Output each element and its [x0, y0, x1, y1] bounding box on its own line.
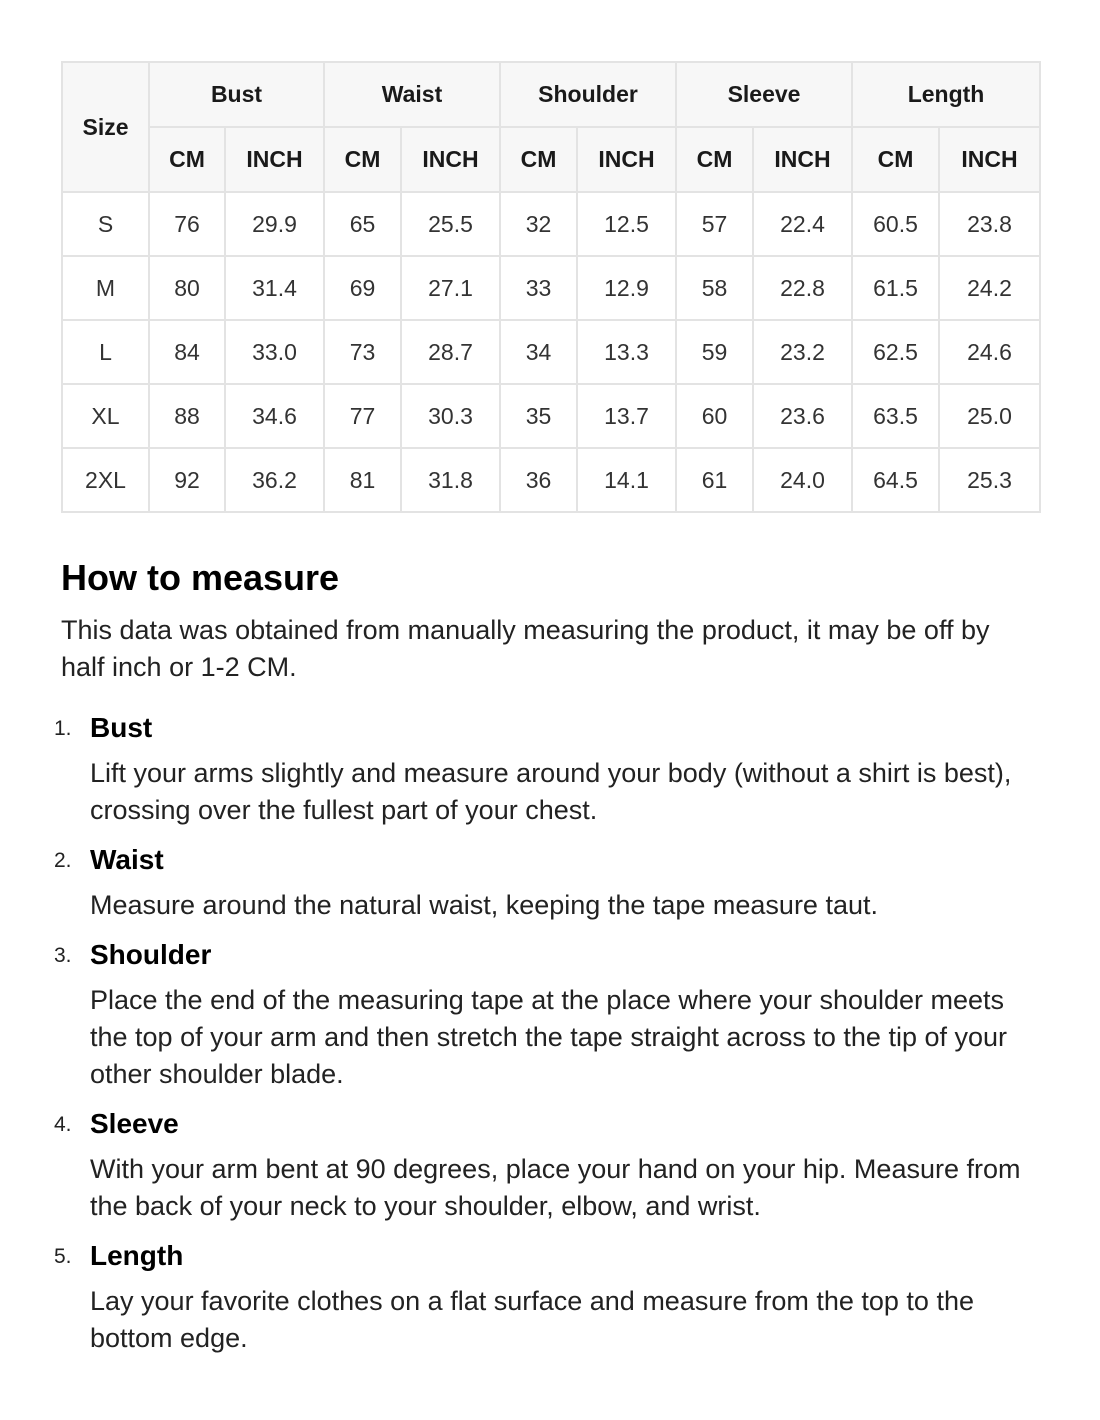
value-cell: 30.3: [401, 384, 500, 448]
table-header: [62, 62, 1040, 192]
value-cell: 36: [500, 448, 577, 512]
value-cell: 60: [676, 384, 753, 448]
step-title: Sleeve: [90, 1108, 179, 1139]
value-cell: 57: [676, 192, 753, 256]
value-cell: 23.2: [753, 320, 852, 384]
value-cell: 84: [149, 320, 225, 384]
unit-cm: CM: [852, 127, 939, 192]
step-title: Waist: [90, 844, 164, 875]
value-cell: 27.1: [401, 256, 500, 320]
size-cell: L: [62, 320, 149, 384]
step-text: Place the end of the measuring tape at the place where your shoulder meets the top of your arm and then stretch the tape straight across to the tip of your other shoulder blade.: [90, 985, 1008, 1089]
value-cell: 12.9: [577, 256, 676, 320]
value-cell: 34: [500, 320, 577, 384]
unit-cm: CM: [676, 127, 753, 192]
header-size: Size: [62, 62, 149, 192]
value-cell: 76: [149, 192, 225, 256]
size-cell: 2XL: [62, 448, 149, 512]
step-text: Lift your arms slightly and measure around your body (without a shirt is best), crossing over the fullest part of your chest.: [90, 758, 1012, 825]
list-item: [54, 841, 1039, 924]
header-shoulder: Shoulder: [500, 62, 676, 127]
size-chart-table: [61, 61, 1041, 513]
value-cell: 81: [324, 448, 401, 512]
header-length: Length: [852, 62, 1040, 127]
value-cell: 32: [500, 192, 577, 256]
table-body: [62, 192, 1040, 512]
header-row-groups: [62, 62, 1040, 127]
header-waist: Waist: [324, 62, 500, 127]
value-cell: 23.6: [753, 384, 852, 448]
unit-cm: CM: [149, 127, 225, 192]
how-to-measure-title: How to measure: [61, 557, 340, 598]
value-cell: 14.1: [577, 448, 676, 512]
step-number: 2.: [54, 849, 72, 872]
value-cell: 31.8: [401, 448, 500, 512]
value-cell: 12.5: [577, 192, 676, 256]
value-cell: 80: [149, 256, 225, 320]
table-row: [62, 192, 1040, 256]
value-cell: 23.8: [939, 192, 1040, 256]
value-cell: 25.5: [401, 192, 500, 256]
value-cell: 58: [676, 256, 753, 320]
value-cell: 69: [324, 256, 401, 320]
value-cell: 59: [676, 320, 753, 384]
step-text: With your arm bent at 90 degrees, place your hand on your hip. Measure from the back of your neck to your shoulder, elbow, and wrist.: [90, 1154, 1021, 1221]
table-row: [62, 448, 1040, 512]
value-cell: 63.5: [852, 384, 939, 448]
value-cell: 24.0: [753, 448, 852, 512]
intro-text: This data was obtained from manually measuring the product, it may be off by half inch or 1-2 CM.: [61, 615, 990, 682]
header-sleeve: Sleeve: [676, 62, 852, 127]
step-title: Shoulder: [90, 939, 212, 970]
list-item: [54, 936, 1039, 1093]
step-number: 1.: [54, 717, 72, 740]
value-cell: 92: [149, 448, 225, 512]
table-row: [62, 320, 1040, 384]
value-cell: 73: [324, 320, 401, 384]
value-cell: 29.9: [225, 192, 324, 256]
value-cell: 35: [500, 384, 577, 448]
value-cell: 13.7: [577, 384, 676, 448]
step-title: Bust: [90, 712, 153, 743]
size-cell: M: [62, 256, 149, 320]
value-cell: 77: [324, 384, 401, 448]
table-row: [62, 384, 1040, 448]
value-cell: 24.2: [939, 256, 1040, 320]
value-cell: 61.5: [852, 256, 939, 320]
header-row-units: [62, 127, 1040, 192]
value-cell: 25.0: [939, 384, 1040, 448]
value-cell: 13.3: [577, 320, 676, 384]
step-text: Measure around the natural waist, keeping the tape measure taut.: [90, 890, 878, 920]
measure-steps-list: [54, 709, 1039, 1369]
size-cell: S: [62, 192, 149, 256]
value-cell: 65: [324, 192, 401, 256]
table-row: [62, 256, 1040, 320]
unit-inch: INCH: [753, 127, 852, 192]
unit-inch: INCH: [939, 127, 1040, 192]
header-bust: Bust: [149, 62, 324, 127]
unit-cm: CM: [500, 127, 577, 192]
unit-inch: INCH: [225, 127, 324, 192]
size-cell: XL: [62, 384, 149, 448]
step-text: Lay your favorite clothes on a flat surface and measure from the top to the bottom edge.: [90, 1286, 974, 1353]
step-title: Length: [90, 1240, 184, 1271]
step-number: 4.: [54, 1113, 72, 1136]
value-cell: 25.3: [939, 448, 1040, 512]
value-cell: 24.6: [939, 320, 1040, 384]
value-cell: 61: [676, 448, 753, 512]
value-cell: 33: [500, 256, 577, 320]
list-item: [54, 1237, 1039, 1357]
list-item: [54, 1105, 1039, 1225]
value-cell: 22.4: [753, 192, 852, 256]
value-cell: 36.2: [225, 448, 324, 512]
value-cell: 31.4: [225, 256, 324, 320]
step-number: 5.: [54, 1245, 72, 1268]
value-cell: 22.8: [753, 256, 852, 320]
value-cell: 33.0: [225, 320, 324, 384]
value-cell: 34.6: [225, 384, 324, 448]
unit-cm: CM: [324, 127, 401, 192]
value-cell: 88: [149, 384, 225, 448]
value-cell: 60.5: [852, 192, 939, 256]
unit-inch: INCH: [401, 127, 500, 192]
list-item: [54, 709, 1039, 829]
step-number: 3.: [54, 944, 72, 967]
value-cell: 28.7: [401, 320, 500, 384]
value-cell: 62.5: [852, 320, 939, 384]
unit-inch: INCH: [577, 127, 676, 192]
size-guide: [54, 61, 1039, 1353]
value-cell: 64.5: [852, 448, 939, 512]
